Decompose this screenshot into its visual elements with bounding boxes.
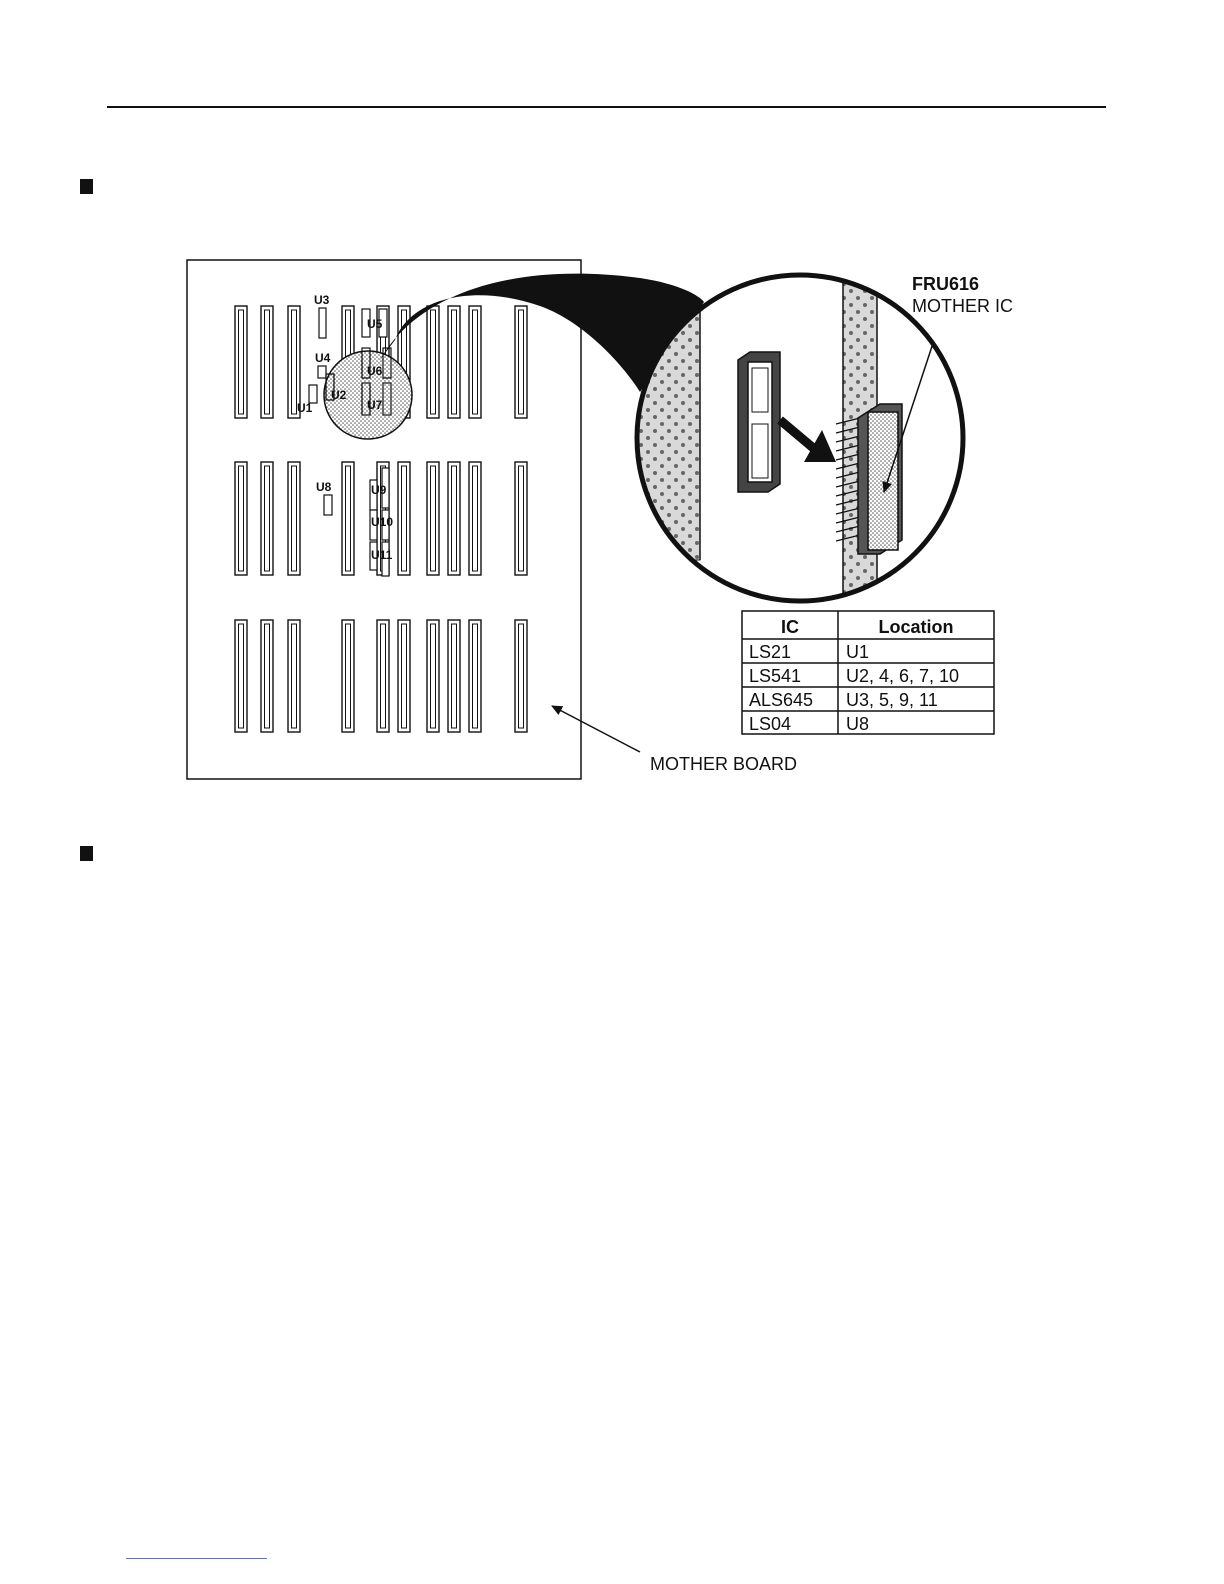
expansion-slot [448,462,460,575]
label-u10: U10 [371,515,394,529]
table-cell-location: U2, 4, 6, 7, 10 [846,666,960,686]
callout-subtitle: MOTHER IC [912,296,1013,316]
expansion-slot [261,462,273,575]
expansion-slot [377,620,389,732]
expansion-slot [288,462,300,575]
expansion-slot [288,620,300,732]
table-header-ic: IC [781,617,799,637]
table-header-location: Location [878,617,954,637]
expansion-slot [427,620,439,732]
expansion-slot [235,462,247,575]
expansion-slot [398,620,410,732]
label-u5: U5 [367,317,383,331]
expansion-slot [261,306,273,418]
expansion-slot [469,306,481,418]
label-u6: U6 [367,364,383,378]
expansion-slot [515,306,527,418]
table-cell-ic: LS04 [749,714,792,734]
table-cell-location: U8 [846,714,870,734]
label-u3: U3 [314,293,330,307]
expansion-slot [342,462,354,575]
label-u7: U7 [367,398,383,412]
ic-u4-outline [318,366,326,378]
expansion-slot [448,620,460,732]
expansion-slot [448,306,460,418]
callout-title: FRU616 [912,274,980,294]
expansion-slot [427,462,439,575]
label-u4: U4 [315,351,331,365]
expansion-slot [515,462,527,575]
label-u1: U1 [297,401,313,415]
expansion-slot [235,306,247,418]
ic-u8-outline [324,495,332,515]
expansion-slot [398,462,410,575]
label-u2: U2 [331,388,347,402]
expansion-slot [342,620,354,732]
table-cell-ic: ALS645 [749,690,814,710]
table-cell-location: U3, 5, 9, 11 [846,690,938,710]
ic-u3-outline [319,308,326,338]
mother-board-label: MOTHER BOARD [650,754,798,774]
table-cell-location: U1 [846,642,870,662]
label-u9: U9 [371,483,387,497]
expansion-slot [427,306,439,418]
expansion-slot [469,462,481,575]
expansion-slot [469,620,481,732]
ic-location-table [742,611,994,734]
table-cell-ic: LS21 [749,642,792,662]
expansion-slot [261,620,273,732]
footer-rule [126,1558,267,1559]
label-u8: U8 [316,480,332,494]
expansion-slot [515,620,527,732]
label-u11: U11 [371,548,393,562]
expansion-slot [235,620,247,732]
table-cell-ic: LS541 [749,666,802,686]
